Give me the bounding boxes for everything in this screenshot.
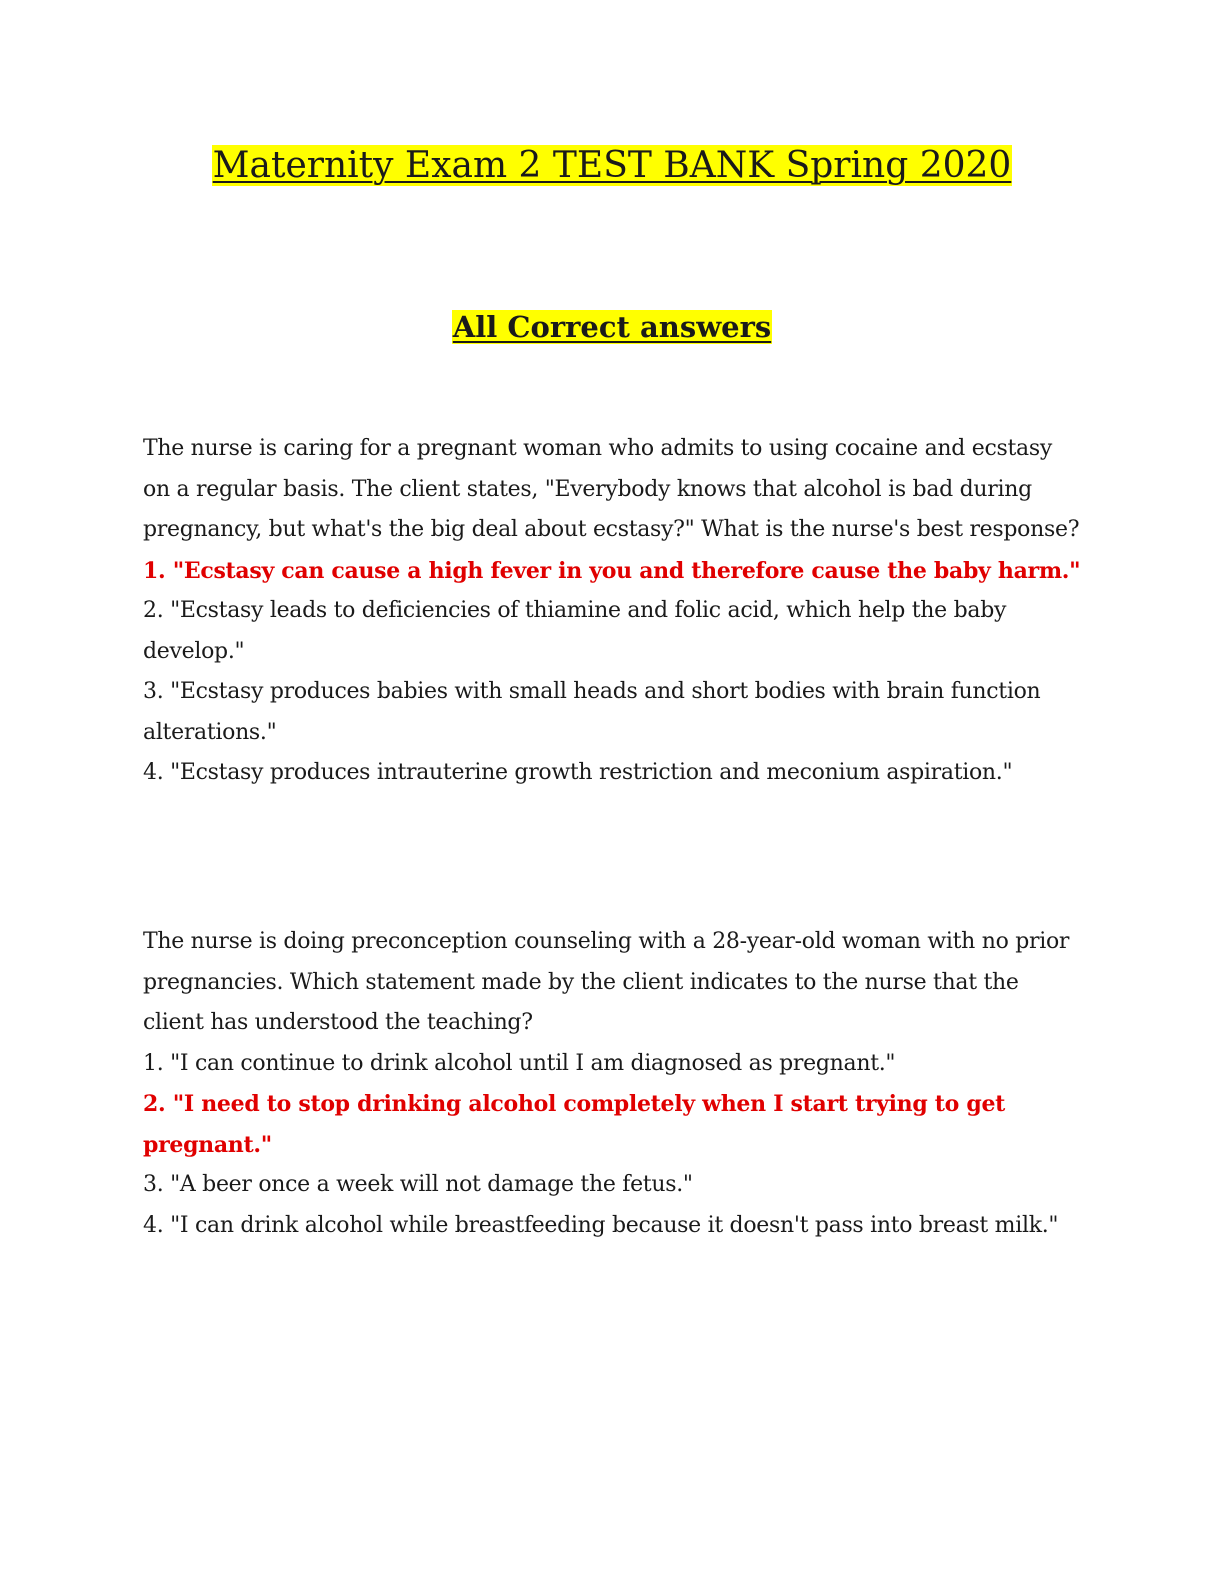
document-title-text: Maternity Exam 2 TEST BANK Spring 2020 xyxy=(212,145,1012,186)
question-2-option-1: 1. "I can continue to drink alcohol until I am diagnosed as pregnant." xyxy=(143,1050,896,1076)
question-1-options xyxy=(143,551,1083,794)
document-subtitle xyxy=(0,305,1224,349)
question-1-option-4: 4. "Ecstasy produces intrauterine growth restriction and meconium aspiration." xyxy=(143,760,1013,785)
document-subtitle-text: All Correct answers xyxy=(452,310,772,344)
question-2-option-3: 3. "A beer once a week will not damage the fetus." xyxy=(143,1172,693,1197)
question-2-stem: The nurse is doing preconception counseling with a 28-year-old woman with no prior pregnancies. Which statement made by the client indicates to the nurse that the client has understood the teaching? xyxy=(143,929,1070,1035)
question-2-option-2-correct: 2. "I need to stop drinking alcohol completely when I start trying to get pregnant." xyxy=(143,1091,1006,1158)
question-1 xyxy=(143,429,1083,794)
question-2-options xyxy=(143,1044,1083,1247)
question-2 xyxy=(143,922,1083,1246)
question-1-stem: The nurse is caring for a pregnant woman who admits to using cocaine and ecstasy on a regular basis. The client states, "Everybody knows that alcohol is bad during pregnancy, but what's the big deal about ecstasy?" What is the nurse's best response? xyxy=(143,436,1080,542)
question-2-option-4: 4. "I can drink alcohol while breastfeeding because it doesn't pass into breast milk." xyxy=(143,1212,1059,1238)
question-1-option-2: 2. "Ecstasy leads to deficiencies of thiamine and folic acid, which help the baby develop." xyxy=(143,598,1007,664)
document-title xyxy=(0,140,1224,192)
question-1-option-3: 3. "Ecstasy produces babies with small heads and short bodies with brain function alterations." xyxy=(143,679,1041,745)
question-1-option-1-correct: 1. "Ecstasy can cause a high fever in you and therefore cause the baby harm." xyxy=(143,557,1081,584)
